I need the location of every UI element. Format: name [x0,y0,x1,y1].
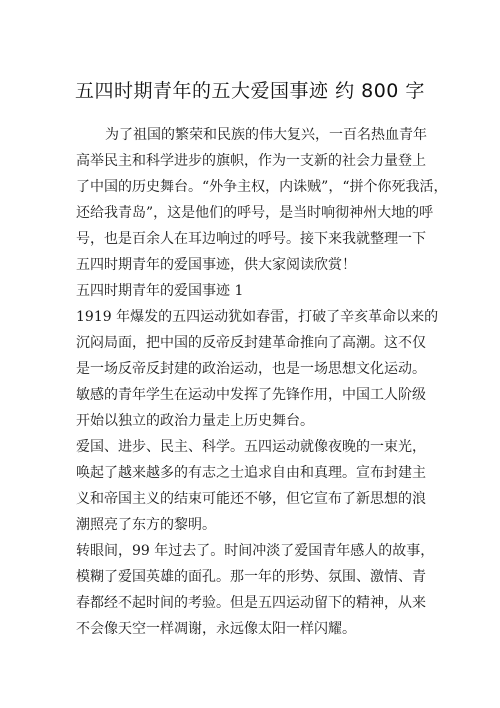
paragraph-line: 号，也是百余人在耳边响过的呼号。接下来我就整理一下 [76,231,426,247]
paragraph-line: 高举民主和科学进步的旗帜，作为一支新的社会力量登上 [76,153,426,169]
paragraph-line: 了中国的历史舞台。“外争主权，内诛贼”，“拼个你死我活， [76,179,448,195]
paragraph-line: 1919 年爆发的五四运动犹如春雷，打破了辛亥革命以来的 [76,309,439,325]
paragraph-line: 五四时期青年的爱国事迹，供大家阅读欣赏！ [76,257,356,273]
paragraph-line: 潮照亮了东方的黎明。 [76,517,216,533]
paragraph-line: 为了祖国的繁荣和民族的伟大复兴，一百名热血青年 [105,127,427,143]
paragraph-line: 不会像天空一样凋谢，永远像太阳一样闪耀。 [76,621,356,637]
paragraph-line: 模糊了爱国英雄的面孔。那一年的形势、氛围、激情、青 [76,569,426,585]
document-title: 五四时期青年的五大爱国事迹 约 800 字 [75,80,425,102]
paragraph-line: 唤起了越来越多的有志之士追求自由和真理。宣布封建主 [76,465,426,481]
paragraph-line: 敏感的青年学生在运动中发挥了先锋作用，中国工人阶级 [76,387,426,403]
paragraph-line: 沉闷局面，把中国的反帝反封建革命推向了高潮。这不仅 [76,335,426,351]
paragraph-line: 是一场反帝反封建的政治运动，也是一场思想文化运动。 [76,361,426,377]
paragraph-line: 义和帝国主义的结束可能还不够，但它宣布了新思想的浪 [76,491,426,507]
paragraph-line: 还给我青岛”，这是他们的呼号，是当时响彻神州大地的呼 [76,205,434,221]
paragraph-line: 春都经不起时间的考验。但是五四运动留下的精神，从来 [76,595,426,611]
section-heading: 五四时期青年的爱国事迹 1 [76,283,244,299]
paragraph-line: 爱国、进步、民主、科学。五四运动就像夜晚的一束光， [76,439,426,455]
paragraph-line: 开始以独立的政治力量走上历史舞台。 [76,413,314,429]
paragraph-line: 转眼间，99 年过去了。时间冲淡了爱国青年感人的故事， [76,543,435,559]
